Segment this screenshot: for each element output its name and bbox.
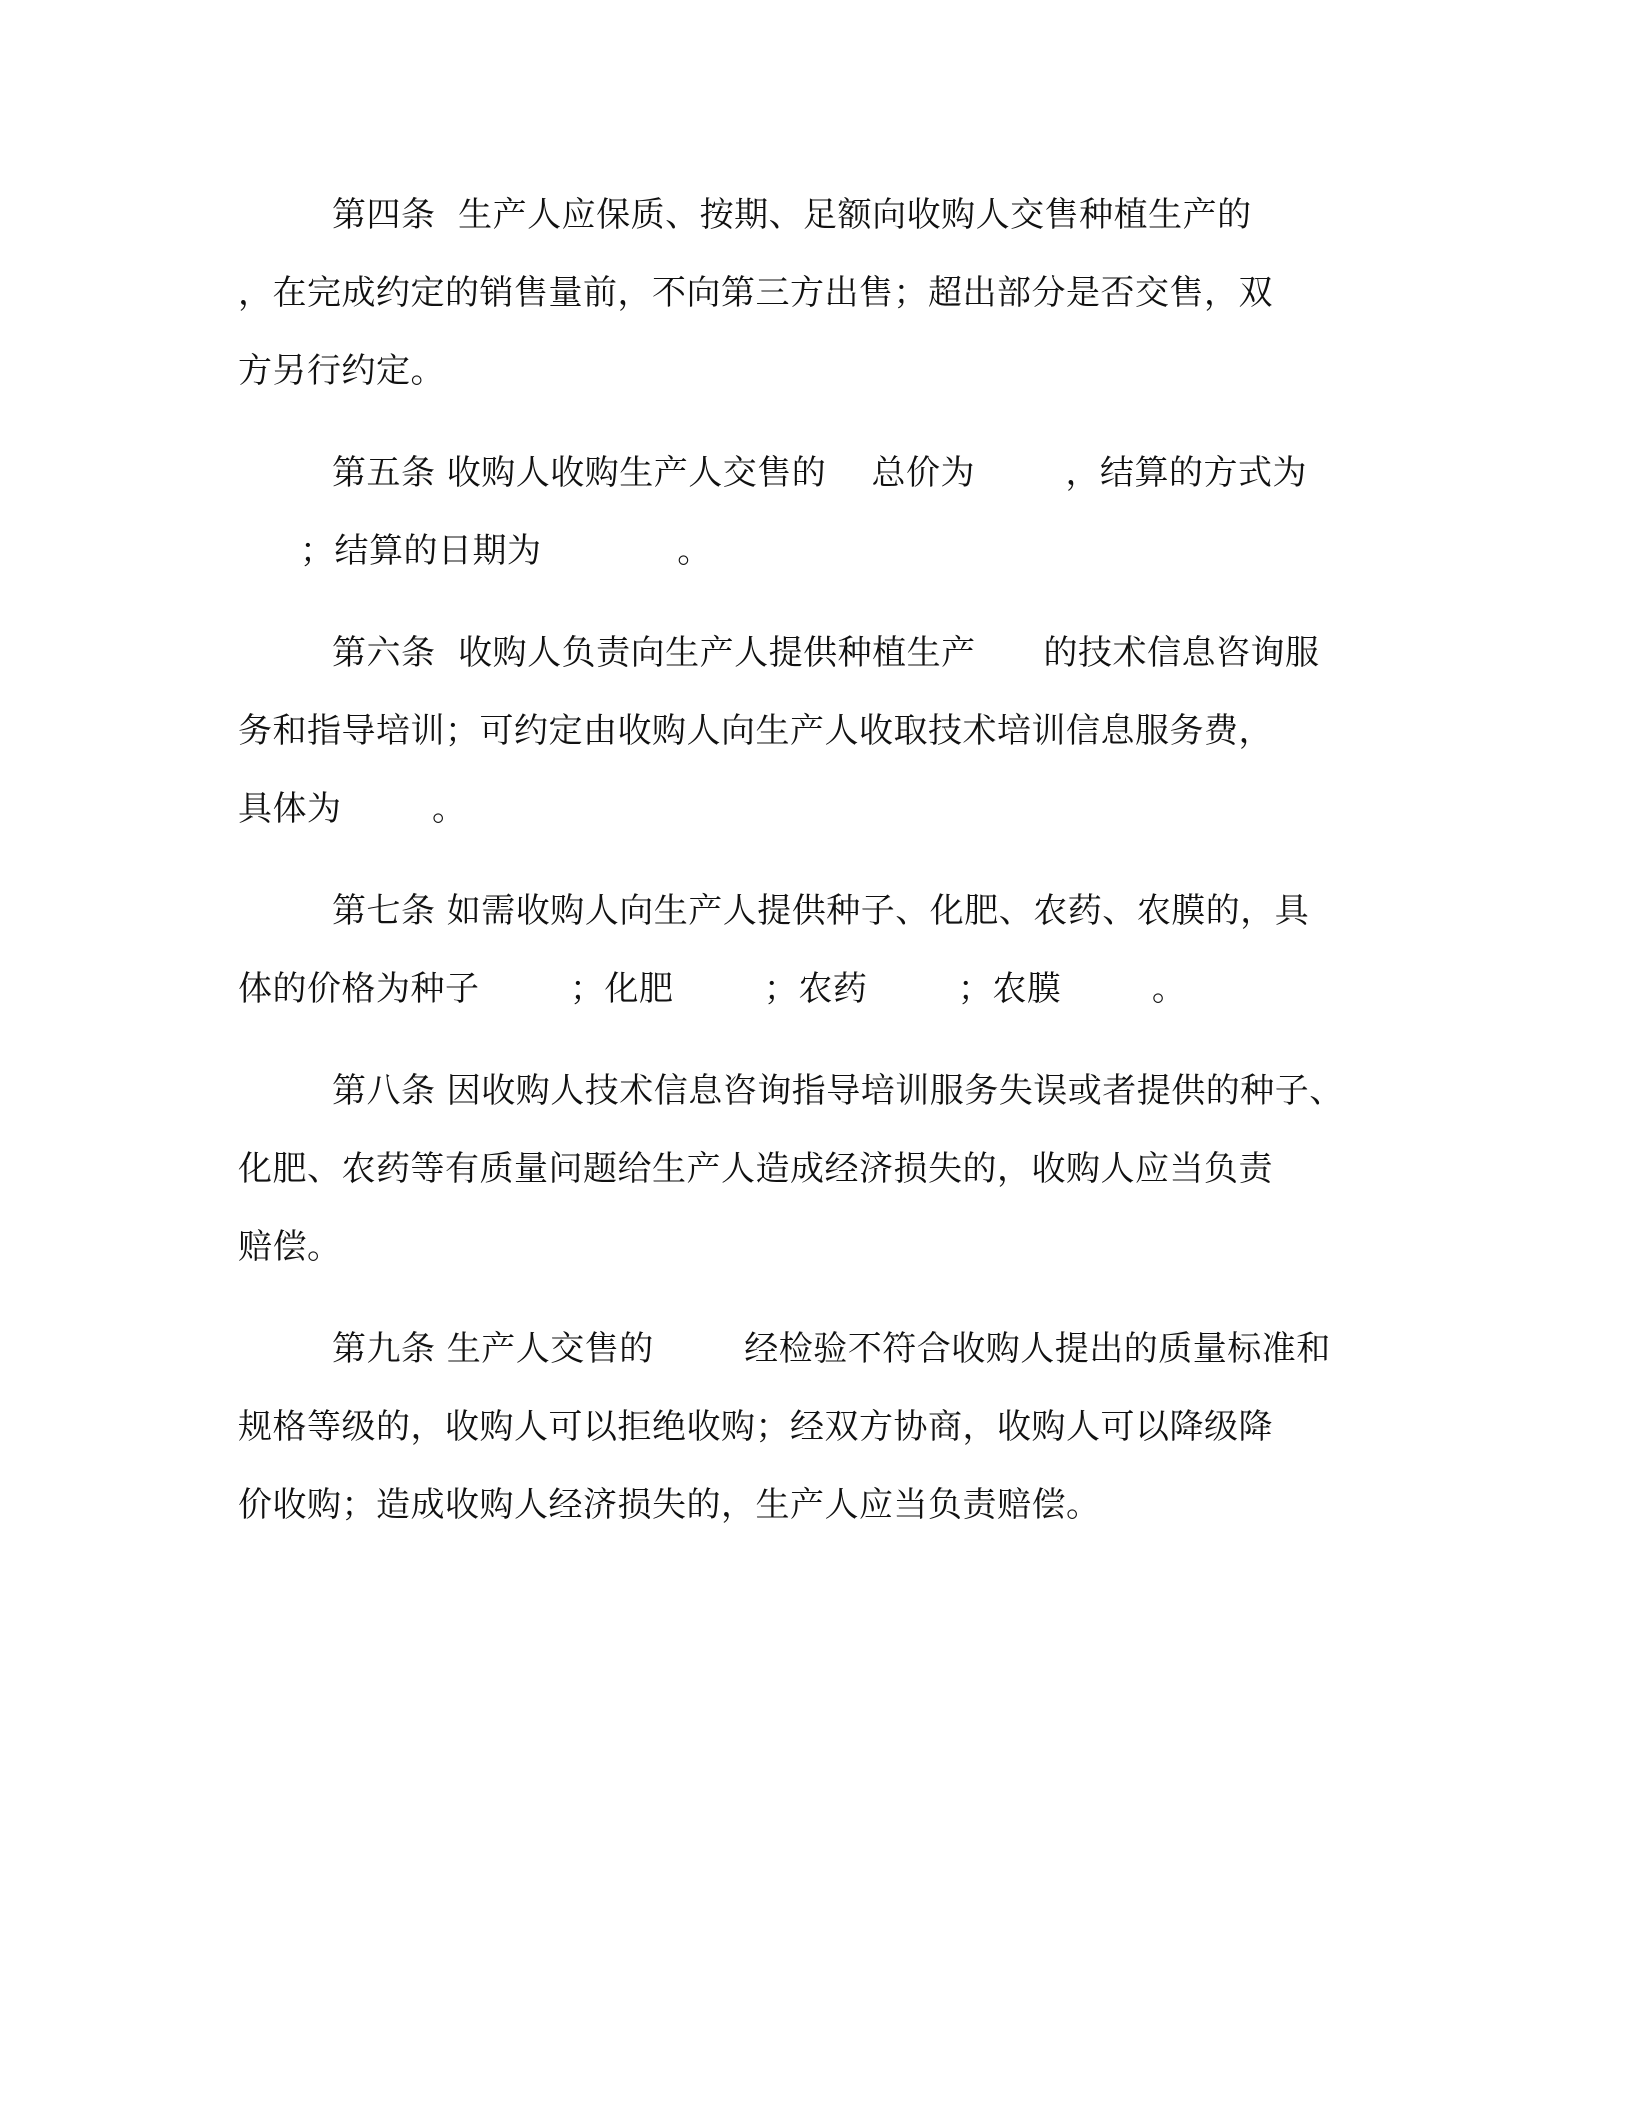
article-8-line-1: 第八条 因收购人技术信息咨询指导培训服务失误或者提供的种子、 [332,1071,1344,1111]
article-7-line-1: 第七条 如需收购人向生产人提供种子、化肥、农药、农膜的，具 [332,891,1310,931]
article-4-line-3: 方另行约定。 [238,351,445,391]
article-9-line-2: 规格等级的，收购人可以拒绝收购；经双方协商，收购人可以降级降 [238,1407,1273,1447]
article-8-line-3: 赔偿。 [238,1227,342,1267]
article-9-line-3: 价收购；造成收购人经济损失的，生产人应当负责赔偿。 [238,1485,1101,1525]
article-5-line-1: 第五条 收购人收购生产人交售的 总价为 ，结算的方式为 [332,453,1307,493]
article-6-line-2: 务和指导培训；可约定由收购人向生产人收取技术培训信息服务费， [238,711,1273,751]
article-8-line-2: 化肥、农药等有质量问题给生产人造成经济损失的，收购人应当负责 [238,1149,1273,1189]
article-5-line-2: ；结算的日期为 。 [300,531,712,571]
article-4-line-1: 第四条 生产人应保质、按期、足额向收购人交售种植生产的 [332,195,1252,235]
article-6-line-1: 第六条 收购人负责向生产人提供种植生产 的技术信息咨询服 [332,633,1320,673]
article-9-line-1: 第九条 生产人交售的 经检验不符合收购人提出的质量标准和 [332,1329,1331,1369]
article-6-line-3: 具体为 。 [238,789,467,829]
article-4-line-2: ，在完成约定的销售量前，不向第三方出售；超出部分是否交售，双 [238,273,1273,313]
article-7-line-2: 体的价格为种子 ；化肥 ；农药 ；农膜 。 [238,969,1187,1009]
